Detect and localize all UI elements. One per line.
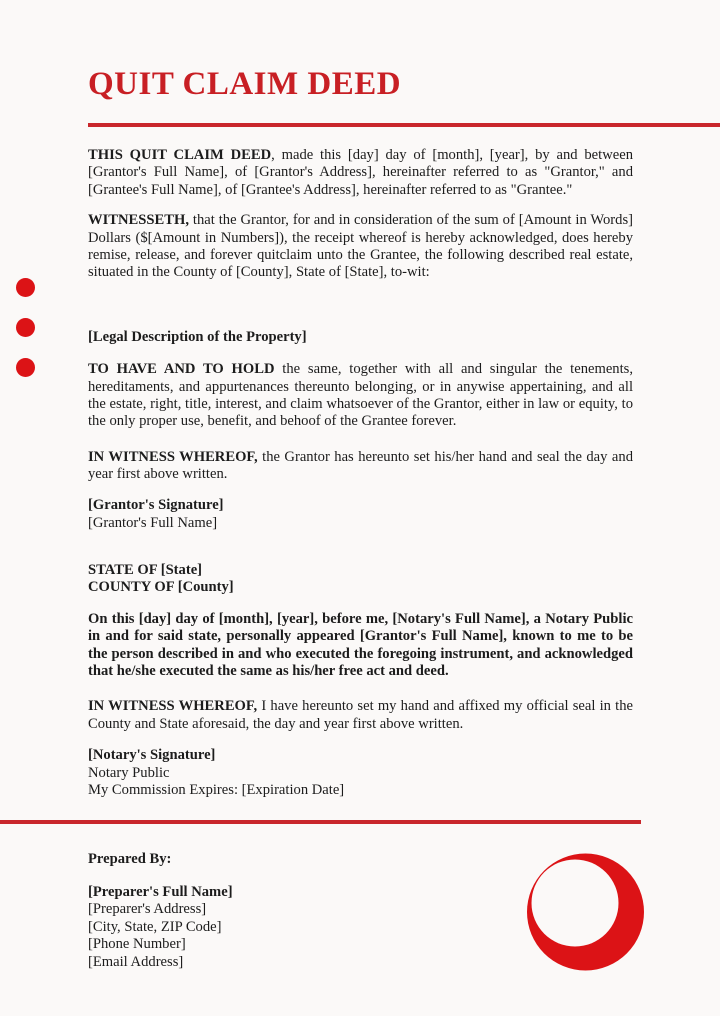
habendum-body-text: the same, together with all and singular the tenements, hereditaments, and appurtenances thereunto belonging, or in anywise appertaining, and all the estate, right, title, interest, and claim whatsoever of the Grantor, either in law or equity, to the only proper use, benefit, and behoof of the Grantee forever.	[88, 361, 633, 430]
crescent-logo-icon	[527, 853, 644, 971]
side-dot-icon	[16, 278, 35, 297]
habendum-paragraph	[88, 361, 633, 431]
notary-witness-paragraph	[88, 698, 633, 733]
preparer-name-placeholder: [Preparer's Full Name]	[88, 883, 233, 900]
grantor-signature-block	[88, 497, 633, 532]
preparer-email-placeholder: [Email Address]	[88, 953, 184, 970]
witnesseth-paragraph	[88, 212, 633, 282]
prepared-by-label: Prepared By:	[88, 851, 172, 868]
state-of-line: STATE OF [State]	[88, 562, 203, 578]
opening-body-text: , made this [day] day of [month], [year], by and between [Grantor's Full Name], of [Grantor's Address], hereinafter referred to as "Grantor," and [Grantee's Full Name], of [Grantee's Address], hereinafter referred to as "Grantee."	[88, 147, 633, 198]
habendum-lead-text: TO HAVE AND TO HOLD	[88, 361, 275, 378]
notary-witness-lead-text: IN WITNESS WHEREOF,	[88, 698, 258, 715]
county-of-line: COUNTY OF [County]	[88, 579, 234, 596]
jurisdiction-block	[88, 562, 633, 597]
preparer-city-placeholder: [City, State, ZIP Code]	[88, 918, 222, 935]
notary-witness-body-text: I have hereunto set my hand and affixed my official seal in the County and State aforesaid, the day and year first above written.	[88, 698, 633, 732]
grantor-signature-placeholder: [Grantor's Signature]	[88, 497, 224, 514]
legal-description-placeholder: [Legal Description of the Property]	[88, 328, 307, 345]
side-dot-icon	[16, 358, 35, 377]
grantor-witness-lead-text: IN WITNESS WHEREOF,	[88, 448, 258, 465]
opening-paragraph	[88, 147, 633, 199]
document-title: QUIT CLAIM DEED	[88, 66, 402, 102]
opening-lead-text: THIS QUIT CLAIM DEED	[88, 147, 272, 163]
notary-acknowledgment-paragraph: On this [day] day of [month], [year], before me, [Notary's Full Name], a Notary Public in and for said state, personally appeared [Grantor's Full Name], known to me to be the person described in and who executed the foregoing instrument, and acknowledged that he/she executed the same as his/her free act and deed.	[88, 610, 633, 680]
notary-commission-line: My Commission Expires: [Expiration Date]	[88, 782, 345, 799]
notary-title-line: Notary Public	[88, 764, 170, 781]
witnesseth-body-text: that the Grantor, for and in consideration of the sum of [Amount in Words] Dollars ($[Amount in Numbers]), the receipt whereof is hereby acknowledged, does hereby remise, release, and forever quitclaim unto the Grantee, the following described real estate, situated in the County of [County], State of [State], to-wit:	[88, 212, 633, 281]
side-dot-icon	[16, 318, 35, 337]
preparer-address-placeholder: [Preparer's Address]	[88, 901, 207, 918]
witnesseth-lead-text: WITNESSETH,	[88, 212, 189, 229]
preparer-phone-placeholder: [Phone Number]	[88, 936, 186, 953]
grantor-witness-body-text: the Grantor has hereunto set his/her hand and seal the day and year first above written.	[88, 448, 633, 483]
notary-signature-placeholder: [Notary's Signature]	[88, 747, 216, 764]
notary-signature-block	[88, 747, 633, 799]
grantor-witness-paragraph	[88, 449, 633, 484]
grantor-name-placeholder: [Grantor's Full Name]	[88, 514, 218, 531]
